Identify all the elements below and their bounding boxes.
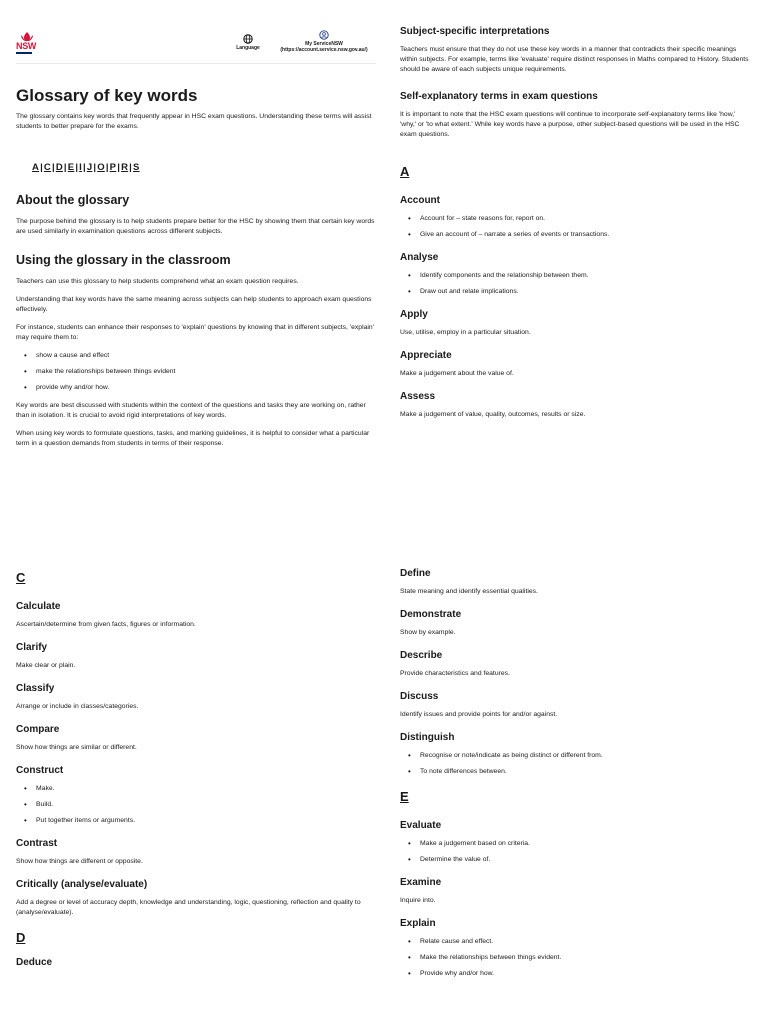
term-heading: Appreciate [400,350,452,361]
alpha-link-j[interactable]: J [86,162,93,173]
list-item: • Make a judgement based on criteria. [400,839,752,849]
term-definition: Identify issues and provide points for and/or against. [400,711,558,718]
page-bottom-left [16,570,376,976]
term-list [400,937,752,979]
term-heading: Deduce [16,957,53,968]
list-item: • provide why and/or how. [16,383,376,393]
section-a-heading: A [400,164,410,179]
term-heading: Distinguish [400,732,455,743]
term-definition: Add a degree or level of accuracy depth, knowledge and understanding, logic, questioning, reflection and quality to (analyse/evaluate). [16,899,361,916]
term-definition: Ascertain/determine from given facts, figures or information. [16,621,196,628]
list-item: • Build. [16,800,376,810]
site-header [16,28,376,64]
subject-specific-heading: Subject-specific interpretations [400,26,550,37]
logo-text: NSW [16,41,37,51]
classroom-p4: Key words are best discussed with students within the context of the questions and tasks they are working on, rather than in isolation. It is crucial to avoid rigid interpretations of key words. [16,402,366,419]
term-heading: Account [400,195,440,206]
list-item: • show a cause and effect [16,351,376,361]
classroom-p2: Understanding that key words have the same meaning across subjects can help students to approach exam questions effectively. [16,296,372,313]
language-label: Language [236,45,260,51]
explain-list [16,351,376,393]
term-definition: Provide characteristics and features. [400,670,510,677]
term-heading: Classify [16,683,55,694]
term-heading: Apply [400,309,428,320]
list-item: • Give an account of – narrate a series of events or transactions. [400,230,752,240]
term-list [400,751,752,777]
term-list [16,784,376,826]
term-definition: Inquire into. [400,897,436,904]
person-icon [319,30,329,40]
list-item: • Draw out and relate implications. [400,287,752,297]
section-c-heading: C [16,570,26,585]
term-definition: State meaning and identify essential qualities. [400,588,538,595]
self-explanatory-heading: Self-explanatory terms in exam questions [400,91,598,102]
section-d-heading: D [16,930,26,945]
classroom-p3: For instance, students can enhance their responses to 'explain' questions by knowing that in different subjects, 'explain' may require them to: [16,324,374,341]
list-item: • To note differences between. [400,767,752,777]
self-explanatory-text: It is important to note that the HSC exam questions will continue to incorporate self-explanatory terms like 'how,' 'why,' or 'to what extent.' While key words have a purpose, other subject-based questions will be used in the HSC exam questions. [400,111,740,138]
alpha-link-i[interactable]: I [79,162,83,173]
term-definition: Show how things are similar or different. [16,744,137,751]
alpha-link-c[interactable]: C [43,162,51,173]
list-item: • Determine the value of. [400,855,752,865]
term-heading: Compare [16,724,60,735]
term-heading: Calculate [16,601,61,612]
term-heading: Analyse [400,252,439,263]
globe-icon [243,34,253,44]
classroom-p5: When using key words to formulate questions, tasks, and marking guidelines, it is helpful to consider what a particular term in a question demands from students in terms of their response. [16,430,370,447]
term-heading: Discuss [400,691,439,702]
term-heading: Define [400,568,431,579]
logo-underline [16,52,32,54]
subject-specific-text: Teachers must ensure that they do not use these key words in a manner that contradicts their specific meanings within subjects. For example, terms like 'evaluate' require distinct responses in Maths compared to History. Students should be aware of each subjects unique requirements. [400,46,749,73]
term-definition: Show how things are different or opposite. [16,858,143,865]
term-heading: Construct [16,765,64,776]
term-definition: Make a judgement of value, quality, outcomes, results or size. [400,411,586,418]
page-top-right [400,26,752,428]
term-heading: Explain [400,918,436,929]
term-heading: Contrast [16,838,58,849]
myservice-url: (https://account.service.nsw.gov.au/) [280,47,368,53]
term-definition: Use, utilise, employ in a particular situation. [400,329,531,336]
alpha-link-r[interactable]: R [121,162,129,173]
nsw-logo[interactable] [16,32,40,54]
term-definition: Make a judgement about the value of. [400,370,514,377]
list-item: • make the relationships between things evident [16,367,376,377]
classroom-p1: Teachers can use this glossary to help students comprehend what an exam question requires. [16,278,299,285]
term-definition: Make clear or plain. [16,662,76,669]
myservice-link[interactable] [254,30,394,53]
page-top-left [16,28,376,457]
term-heading: Evaluate [400,820,442,831]
alpha-link-o[interactable]: O [97,162,105,173]
classroom-heading: Using the glossary in the classroom [16,253,231,267]
term-definition: Arrange or include in classes/categories. [16,703,139,710]
list-item: • Provide why and/or how. [400,969,752,979]
page-bottom-right [400,568,752,987]
list-item: • Put together items or arguments. [16,816,376,826]
section-e-heading: E [400,789,409,804]
page-title: Glossary of key words [16,86,198,105]
term-heading: Clarify [16,642,48,653]
list-item: • Make the relationships between things evident. [400,953,752,963]
alphabet-nav: A|C|D|E|I|J|O|P|R|S [32,162,140,173]
term-heading: Describe [400,650,443,661]
myservice-title: My ServiceNSW [305,41,343,47]
term-definition: Show by example. [400,629,456,636]
term-list [400,214,752,240]
term-list [400,839,752,865]
list-item: • Recognise or note/indicate as being distinct or different from. [400,751,752,761]
list-item: • Account for – state reasons for, report on. [400,214,752,224]
list-item: • Relate cause and effect. [400,937,752,947]
about-heading: About the glossary [16,193,130,207]
term-heading: Demonstrate [400,609,462,620]
term-heading: Examine [400,877,442,888]
list-item: • Identify components and the relationship between them. [400,271,752,281]
alpha-link-d[interactable]: D [55,162,63,173]
term-list [400,271,752,297]
about-text: The purpose behind the glossary is to help students prepare better for the HSC by showing them that certain key words are used similarly in examination questions across different subjects. [16,218,375,235]
term-heading: Assess [400,391,436,402]
alpha-link-a[interactable]: A [32,162,40,173]
list-item: • Make. [16,784,376,794]
term-heading: Critically (analyse/evaluate) [16,879,148,890]
alpha-link-p[interactable]: P [109,162,117,173]
intro-text: The glossary contains key words that frequently appear in HSC exam questions. Understanding these terms will assist students to better prepare for the exams. [16,113,372,130]
alpha-link-e[interactable]: E [67,162,75,173]
alpha-link-s[interactable]: S [133,162,140,173]
